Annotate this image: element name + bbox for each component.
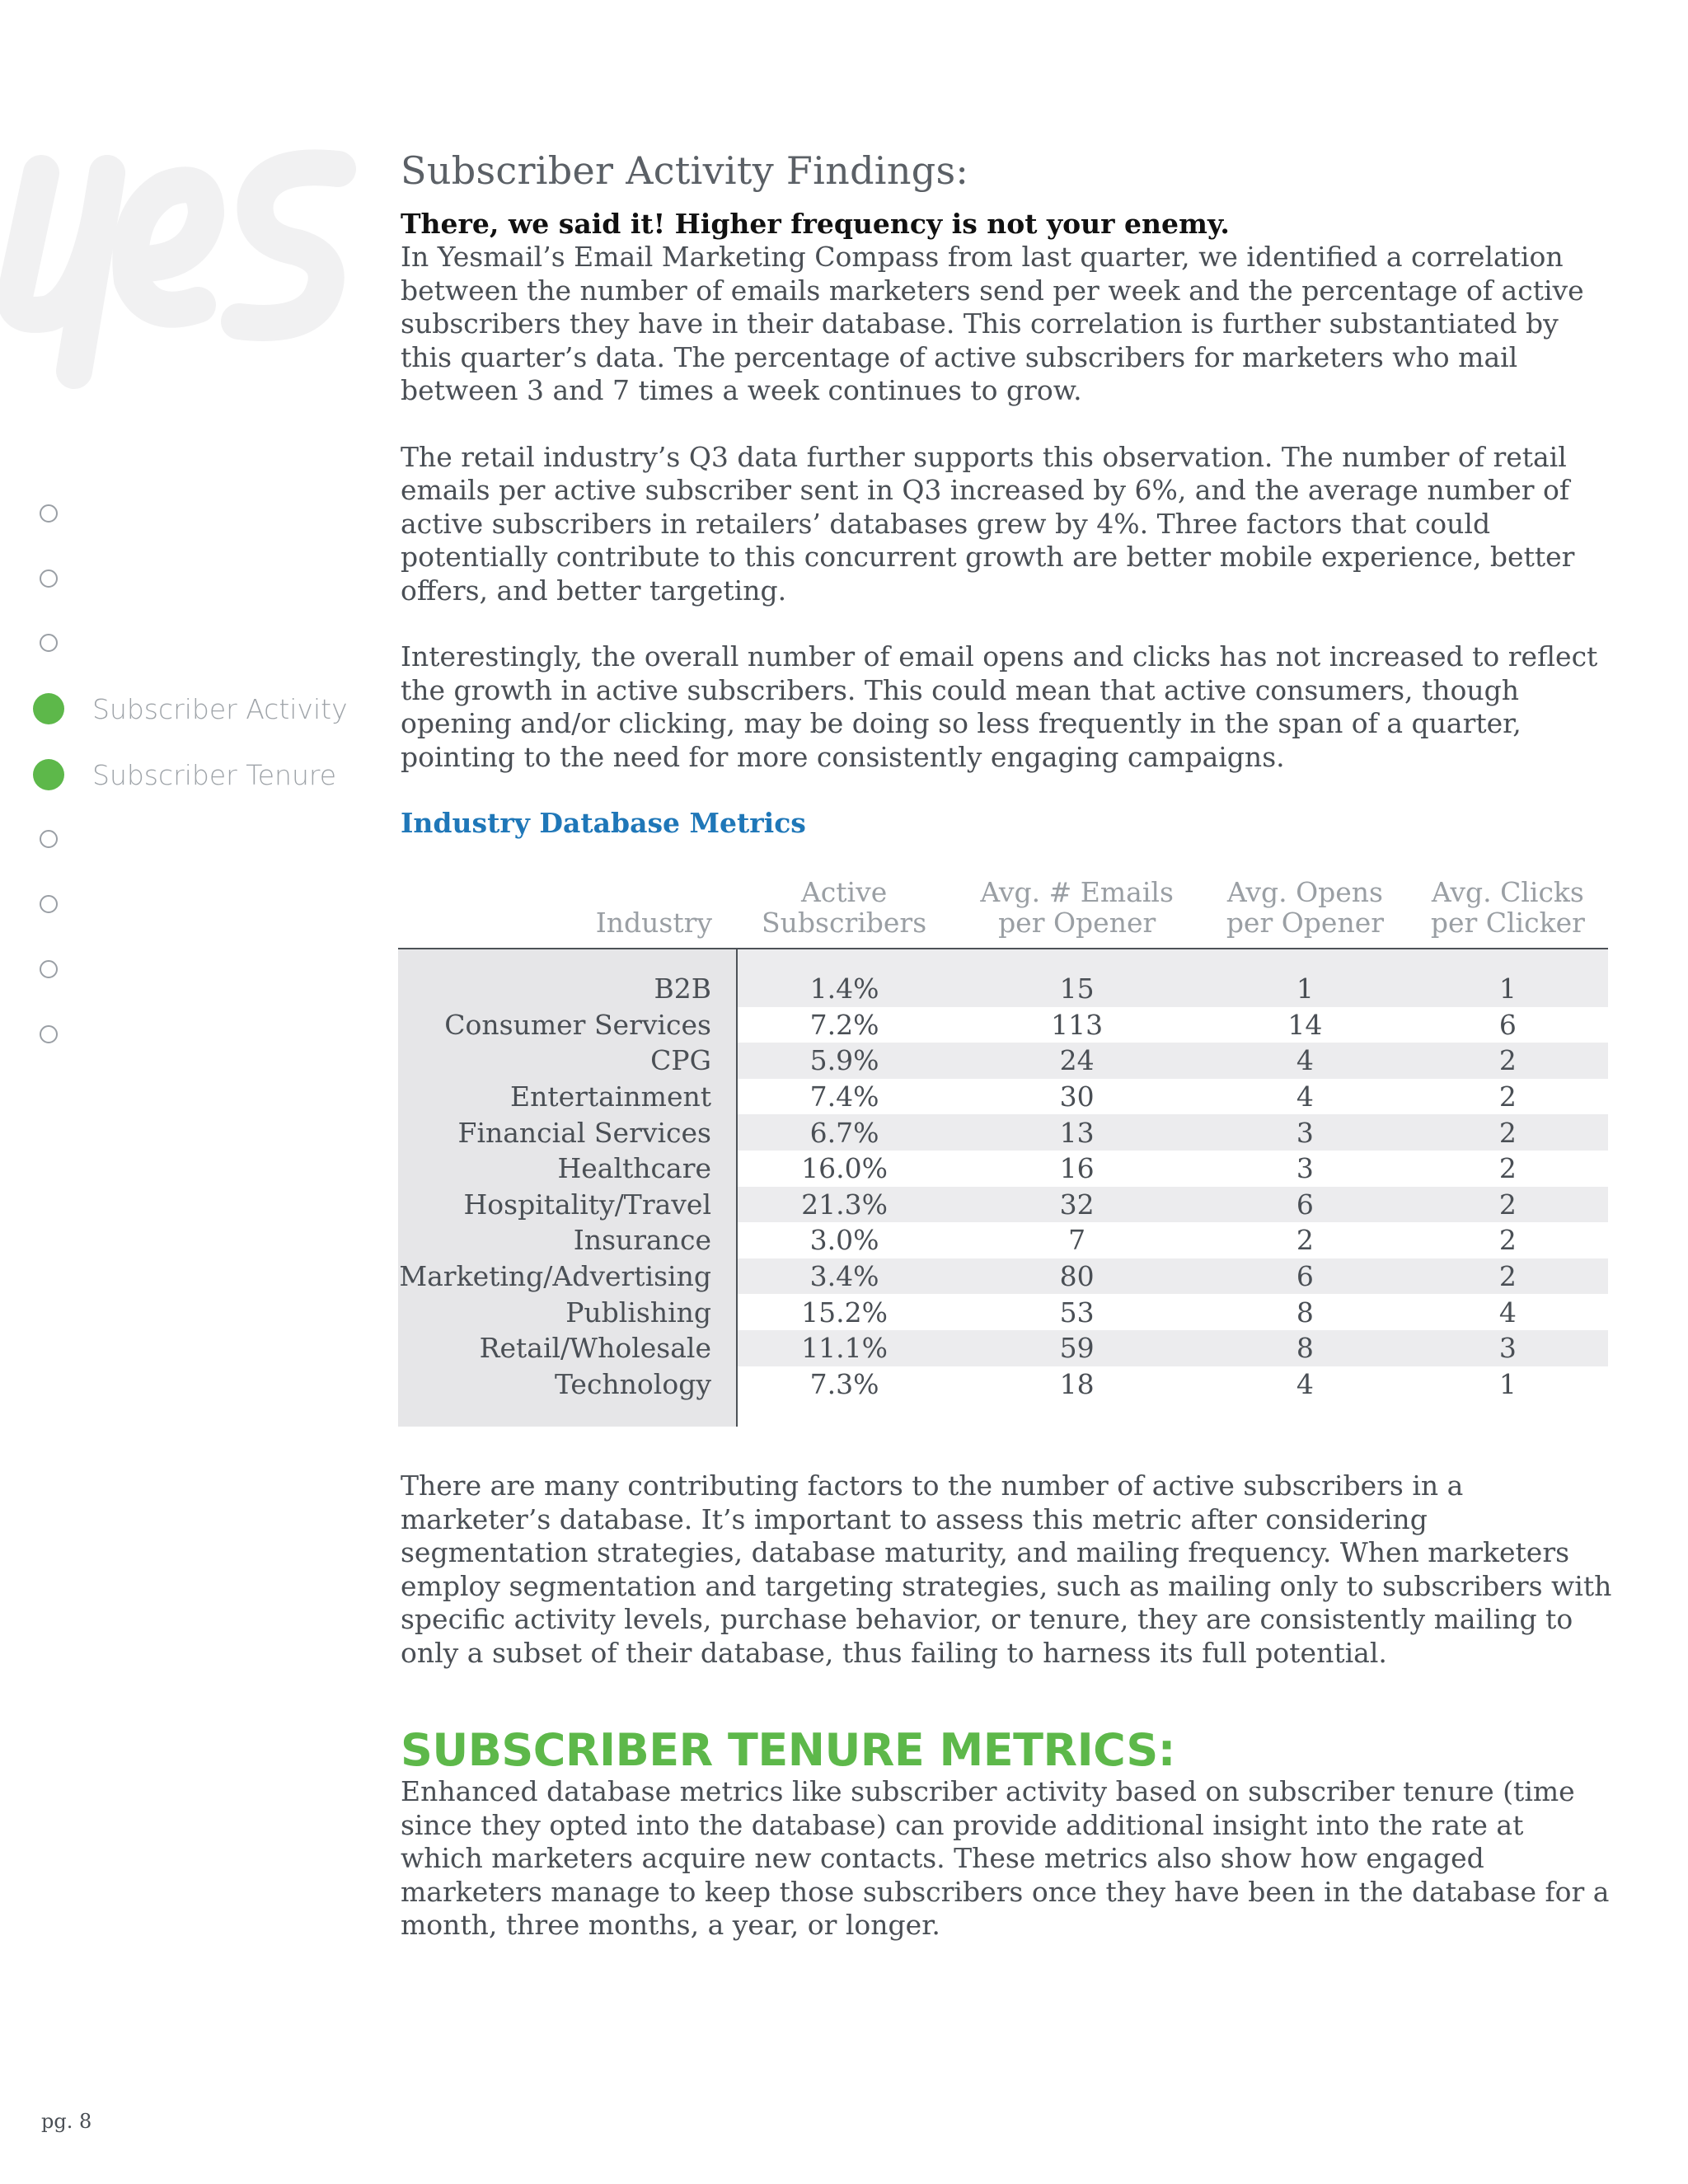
nav-item-subscriber-tenure[interactable]	[40, 758, 336, 791]
table-row	[398, 1007, 1608, 1043]
cell-emails: 53	[1059, 1296, 1095, 1329]
cell-clicks: 2	[1498, 1224, 1517, 1257]
nav-dot-icon	[40, 895, 58, 913]
paragraph: Enhanced database metrics like subscriber activity based on subscriber tenure (time since they opted into the database) can provide additional insight into the rate at which marketers acquire new contacts. These metrics also show how engaged marketers manage to keep those subscribers once they have been in the database for a month, three months, a year, or longer.	[401, 1775, 1610, 1942]
cell-active: 11.1%	[737, 1330, 951, 1366]
cell-opens: 3	[1296, 1152, 1314, 1185]
cell-clicks: 2	[1498, 1152, 1517, 1185]
cell-opens: 8	[1296, 1296, 1314, 1329]
paragraph: In Yesmail’s Email Marketing Compass from last quarter, we identified a correlation between the number of emails marketers send per week and the percentage of active subscribers they have in their database. This correlation is further substantiated by this quarter’s data. The percentage of active subscribers for marketers who mail between 3 and 7 times a week continues to grow.	[401, 241, 1584, 406]
cell-clicks: 2	[1408, 1043, 1608, 1079]
cell-clicks: 3	[1408, 1330, 1608, 1366]
cell-opens: 8	[1203, 1330, 1408, 1366]
nav-item-2[interactable]	[40, 562, 58, 595]
cell-clicks: 2	[1408, 1258, 1608, 1295]
page-title: Subscriber Activity Findings:	[401, 148, 969, 193]
main-content	[401, 148, 1612, 1975]
cell-active: 1.4%	[737, 949, 951, 1007]
nav-dot-icon	[40, 569, 58, 588]
cell-industry: Technology	[398, 1366, 737, 1403]
cell-industry: Publishing	[398, 1294, 737, 1330]
tenure-heading: SUBSCRIBER TENURE METRICS:	[401, 1724, 1175, 1777]
cell-opens: 4	[1296, 1367, 1314, 1400]
nav-item-7[interactable]	[40, 888, 58, 921]
cell-active: 6.7%	[737, 1114, 951, 1151]
nav-label: Subscriber Activity	[92, 692, 348, 725]
cell-industry: Consumer Services	[398, 1007, 737, 1043]
cell-active: 21.3%	[737, 1187, 951, 1223]
nav-dot-icon	[40, 960, 58, 978]
cell-industry: Financial Services	[398, 1114, 737, 1151]
cell-industry: Entertainment	[398, 1079, 737, 1115]
cell-emails: 80	[951, 1258, 1203, 1295]
cell-active: 7.3%	[809, 1367, 879, 1400]
cell-clicks: 2	[1498, 1080, 1517, 1113]
cell-emails: 113	[1051, 1008, 1104, 1041]
table-row	[398, 1043, 1608, 1079]
nav-label: Subscriber Tenure	[92, 758, 337, 791]
nav-dot-icon	[40, 830, 58, 848]
cell-opens: 4	[1296, 1080, 1314, 1113]
header-avg-opens: Avg. Opens per Opener	[1226, 876, 1384, 939]
paragraph: There are many contributing factors to the number of active subscribers in a marketer’s database. It’s important to assess this metric after considering segmentation strategies, database maturity, and mailing frequency. When marketers employ segmentation and targeting strategies, such as mailing only to subscribers with specific activity levels, purchase behavior, or tenure, they are consistently mailing to only a subset of their database, thus failing to harness its full potential.	[401, 1469, 1612, 1669]
table-header-row	[398, 877, 1608, 949]
lead-statement: There, we said it! Higher frequency is not your enemy.	[401, 208, 1230, 240]
cell-opens: 3	[1203, 1114, 1408, 1151]
cell-opens: 4	[1203, 1043, 1408, 1079]
nav-dot-icon	[40, 634, 58, 652]
cell-industry: CPG	[398, 1043, 737, 1079]
nav-dot-active-icon	[33, 693, 64, 724]
header-avg-emails: Avg. # Emails per Opener	[980, 876, 1174, 939]
header-active-subscribers: Active Subscribers	[762, 876, 927, 939]
paragraph: Interestingly, the overall number of email opens and clicks has not increased to reflect the growth in active subscribers. This could mean that active consumers, though opening and/or clicking, may be doing so less frequently in the span of a quarter, pointing to the need for more consistently engaging campaigns.	[401, 640, 1598, 773]
header-avg-clicks: Avg. Clicks per Clicker	[1430, 876, 1585, 939]
cell-active: 7.2%	[809, 1008, 879, 1041]
cell-active: 15.2%	[801, 1296, 889, 1329]
table-row	[398, 1258, 1608, 1295]
cell-active: 3.4%	[737, 1258, 951, 1295]
cell-active: 3.0%	[809, 1224, 879, 1257]
header-industry: Industry	[595, 907, 712, 939]
nav-item-8[interactable]	[40, 953, 58, 986]
cell-emails: 59	[951, 1330, 1203, 1366]
table-row	[398, 949, 1608, 1007]
paragraph: The retail industry’s Q3 data further supports this observation. The number of retail emails per active subscriber sent in Q3 increased by 6%, and the average number of active subscribers in retailers’ databases grew by 4%. Three factors that could potentially contribute to this concurrent growth are better mobile experience, better offers, and better targeting.	[401, 440, 1575, 607]
cell-emails: 18	[1059, 1367, 1095, 1400]
cell-industry: Healthcare	[398, 1151, 737, 1187]
table-row	[398, 1079, 1608, 1115]
page-number: pg. 8	[41, 2110, 92, 2133]
cell-active: 7.4%	[809, 1080, 879, 1113]
nav-item-3[interactable]	[40, 626, 58, 659]
cell-opens: 6	[1203, 1258, 1408, 1295]
cell-emails: 16	[1059, 1152, 1095, 1185]
cell-emails: 30	[1059, 1080, 1095, 1113]
cell-clicks: 1	[1498, 1367, 1517, 1400]
cell-industry: Insurance	[398, 1222, 737, 1258]
table-row	[398, 1114, 1608, 1151]
cell-industry: Hospitality/Travel	[398, 1187, 737, 1223]
nav-dot-active-icon	[33, 759, 64, 790]
table-row	[398, 1222, 1608, 1258]
nav-item-1[interactable]	[40, 497, 58, 530]
nav-item-subscriber-activity[interactable]	[40, 692, 348, 725]
table-row	[398, 1187, 1608, 1223]
cell-emails: 32	[951, 1187, 1203, 1223]
cell-emails: 24	[951, 1043, 1203, 1079]
cell-opens: 6	[1203, 1187, 1408, 1223]
cell-industry: Marketing/Advertising	[398, 1258, 737, 1295]
cell-industry: B2B	[398, 949, 737, 1007]
yes-logo-watermark	[0, 124, 363, 404]
table-row	[398, 1151, 1608, 1187]
table-title: Industry Database Metrics	[401, 807, 806, 839]
table-row	[398, 1294, 1608, 1330]
cell-emails: 13	[951, 1114, 1203, 1151]
table-spacer-row	[398, 1402, 1608, 1427]
cell-emails: 7	[1068, 1224, 1086, 1257]
cell-opens: 14	[1287, 1008, 1323, 1041]
cell-opens: 2	[1296, 1224, 1314, 1257]
cell-active: 5.9%	[737, 1043, 951, 1079]
cell-clicks: 4	[1498, 1296, 1517, 1329]
cell-active: 16.0%	[801, 1152, 889, 1185]
cell-clicks: 2	[1408, 1114, 1608, 1151]
cell-clicks: 1	[1408, 949, 1608, 1007]
cell-clicks: 6	[1498, 1008, 1517, 1041]
cell-emails: 15	[951, 949, 1203, 1007]
nav-dot-icon	[40, 504, 58, 523]
table-row	[398, 1366, 1608, 1403]
cell-clicks: 2	[1408, 1187, 1608, 1223]
cell-opens: 1	[1203, 949, 1408, 1007]
nav-item-6[interactable]	[40, 823, 58, 855]
nav-item-9[interactable]	[40, 1018, 58, 1051]
cell-industry: Retail/Wholesale	[398, 1330, 737, 1366]
table-row	[398, 1330, 1608, 1366]
industry-metrics-table	[398, 877, 1608, 1427]
nav-dot-icon	[40, 1025, 58, 1043]
